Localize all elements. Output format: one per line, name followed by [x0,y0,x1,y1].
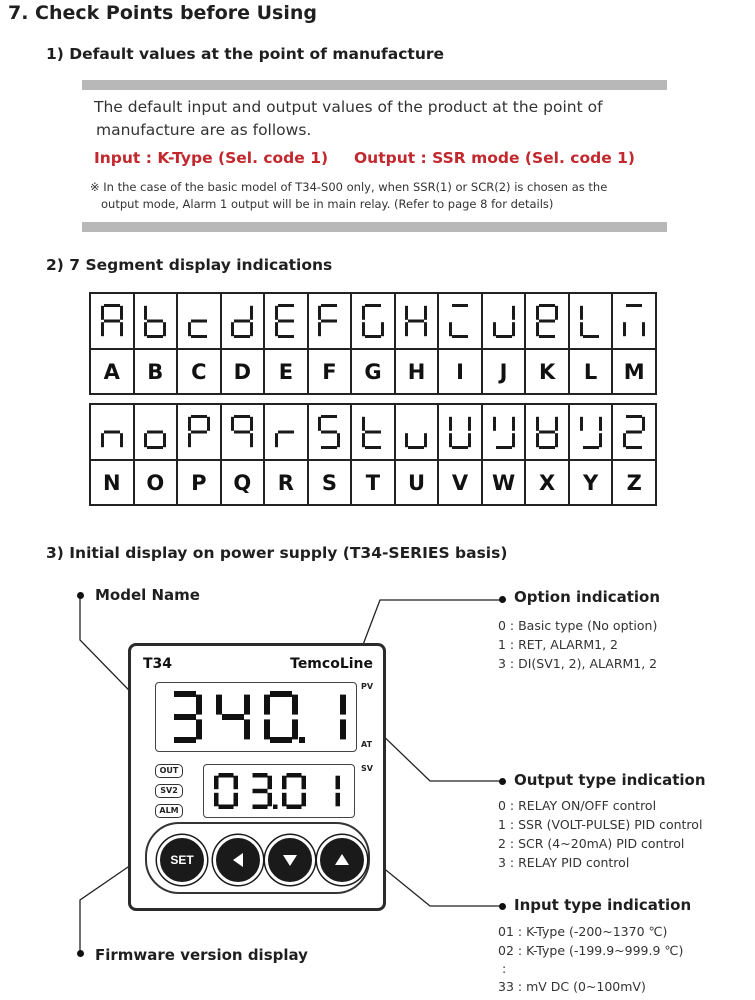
out-led: OUT [155,764,183,778]
segment-b [234,776,239,790]
at-tag: AT [361,740,373,749]
segment-letter-cell: H [395,349,439,394]
segment-letter-cell: T [351,460,395,505]
digit-0 [282,773,306,809]
output-type-item: 2 : SCR (4~20mA) PID control [498,836,685,851]
segment-e [214,793,219,807]
segment-letter-cell: C [177,349,221,394]
initial-display-heading: 3) Initial display on power supply (T34-SERIES basis) [46,544,508,562]
digit-3 [174,691,202,743]
digit-0 [264,691,298,743]
segment-d [174,737,196,743]
note-line-2: output mode, Alarm 1 output will be in main relay. (Refer to page 8 for details) [101,197,554,211]
segment-c [234,793,239,807]
option-indication-list [498,616,657,673]
segment-g [253,789,268,794]
output-type-title: Output type indication [514,771,706,789]
segment-letter-cell: A [90,349,134,394]
set-button[interactable]: SET [157,835,207,885]
intro-line-2: manufacture are as follows. [96,121,312,139]
pv-display [155,682,357,752]
segment-heading: 2) 7 Segment display indications [46,256,333,274]
digit-3 [253,773,273,809]
segment-letter-cell: I [438,349,482,394]
down-arrow-button[interactable] [265,835,315,885]
sv-tag: SV [361,764,373,773]
segment-letter-cell: L [569,349,613,394]
segment-b [268,776,273,790]
firmware-label: Firmware version display [95,946,308,964]
device-brand-label: TemcoLine [290,656,373,672]
digit-0 [214,773,238,809]
left-arrow-button[interactable] [213,835,263,885]
segment-f [216,695,222,715]
segment-letter-cell: N [90,460,134,505]
pv-digits [156,683,356,751]
segment-letter-cell: E [264,349,308,394]
segment-g [174,714,196,720]
input-type-item: 33 : mV DC (0~100mV) [498,979,646,994]
segment-c [302,793,307,807]
segment-letter-cell: O [134,460,178,505]
option-indication-title: Option indication [514,588,661,606]
segment-a [253,773,268,778]
digit-1 [340,695,346,740]
output-type-item: 1 : SSR (VOLT-PULSE) PID control [498,817,703,832]
firmware-bullet [77,950,84,957]
segment-b [292,695,298,715]
decimal-point [273,805,278,810]
segment-letter-cell: V [438,460,482,505]
segment-a [270,691,292,697]
sv2-led: SV2 [155,784,183,798]
down-arrow-icon [281,851,299,869]
segment-a [219,773,234,778]
input-type-item: : [502,961,507,976]
model-name-bullet [77,592,84,599]
segment-letter-cell: Y [569,460,613,505]
pv-tag: PV [361,682,374,691]
segment-c [292,719,298,739]
segment-letter-cell: J [482,349,526,394]
input-type-item: 01 : K-Type (-200~1370 ℃) [498,924,668,939]
digit-1 [336,776,341,807]
segment-letter-cell: G [351,349,395,394]
segment-letter-cell: S [308,460,352,505]
segment-c [336,793,341,807]
controller-device [128,643,386,911]
segment-f [282,776,287,790]
output-type-bullet [499,778,506,785]
segment-letter-cell: Z [612,460,656,505]
segment-letter-cell: P [177,460,221,505]
segment-e [264,719,270,739]
segment-a [174,691,196,697]
segment-letter-cell: F [308,349,352,394]
option-item: 0 : Basic type (No option) [498,618,658,633]
segment-b [340,695,346,715]
segment-b [336,776,341,790]
segment-d [219,805,234,810]
button-panel [145,822,370,894]
segment-letter-cell: Q [221,460,265,505]
alm-led: ALM [155,804,183,818]
segment-g [222,714,244,720]
output-type-list [498,796,702,872]
segment-letter-cell: M [612,349,656,394]
segment-c [340,719,346,739]
digit-4 [216,695,250,740]
input-type-title: Input type indication [514,896,692,914]
segment-f [264,695,270,715]
up-arrow-icon [333,851,351,869]
up-arrow-button[interactable] [317,835,367,885]
segment-b [244,695,250,715]
intro-line-1: The default input and output values of the product at the point of [94,98,603,116]
input-type-list [498,922,683,996]
input-type-bullet [499,903,506,910]
sv-display [203,764,355,818]
segment-letter-cell: R [264,460,308,505]
output-default: Output : SSR mode (Sel. code 1) [354,149,635,167]
input-default: Input : K-Type (Sel. code 1) [94,149,329,167]
segment-c [244,719,250,739]
segment-f [214,776,219,790]
input-type-item: 02 : K-Type (-199.9~999.9 ℃) [498,943,684,958]
segment-d [270,737,292,743]
segment-letter-cell: D [221,349,265,394]
output-type-item: 0 : RELAY ON/OFF control [498,798,657,813]
segment-c [268,793,273,807]
model-name-label: Model Name [95,586,200,604]
segment-c [196,719,202,739]
note-line-1: ※ In the case of the basic model of T34-S00 only, when SSR(1) or SCR(2) is chosen as the [90,180,608,194]
segment-d [253,805,268,810]
section-title: 7. Check Points before Using [8,2,318,24]
segment-letter-cell: K [525,349,569,394]
segment-e [282,793,287,807]
option-bullet [499,596,506,603]
device-model-label: T34 [143,656,173,672]
option-item: 1 : RET, ALARM1, 2 [498,637,618,652]
decimal-point [299,737,305,743]
segment-letter-cell: X [525,460,569,505]
left-arrow-icon [229,851,247,869]
output-type-item: 3 : RELAY PID control [498,855,630,870]
defaults-heading: 1) Default values at the point of manufacture [46,45,445,63]
segment-letter-cell: U [395,460,439,505]
segment-letter-cell: W [482,460,526,505]
segment-d [287,805,302,810]
segment-b [196,695,202,715]
segment-b [302,776,307,790]
option-item: 3 : DI(SV1, 2), ALARM1, 2 [498,656,658,671]
segment-a [287,773,302,778]
sv-digits [204,765,354,817]
segment-letter-cell: B [134,349,178,394]
